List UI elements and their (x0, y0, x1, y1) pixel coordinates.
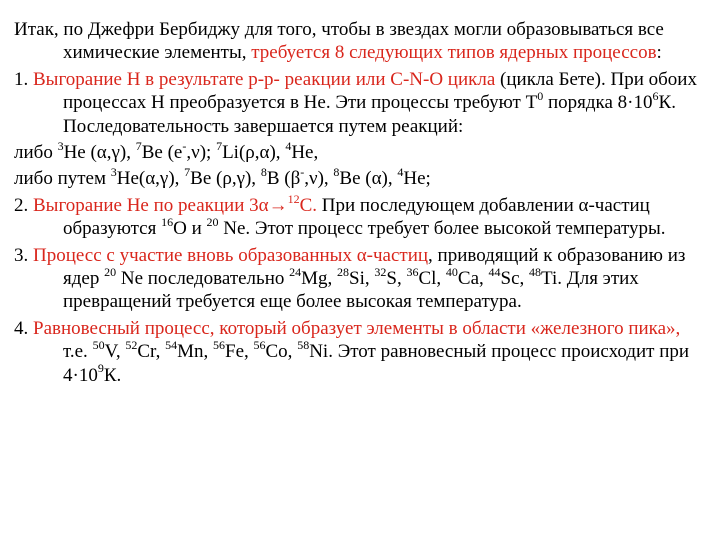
line-b-sup: 4 (397, 165, 404, 180)
line-a-text: He, (291, 142, 319, 164)
item-2-number: 2. (14, 194, 33, 216)
item-2-sup-c: 12 (287, 191, 300, 206)
item-4-sup: 58 (297, 337, 310, 352)
item-3-text: Mg, (301, 268, 338, 290)
item-3-paragraph (14, 244, 708, 314)
slide-body (14, 18, 708, 390)
intro-highlight: требуется 8 следующих типов ядерных процессов (251, 42, 657, 64)
item-3-sup: 24 (289, 264, 302, 279)
item-1-text-c: К. Последовательность завершается путем реакций: (63, 92, 676, 137)
item-2-sup-ne: 20 (206, 214, 219, 229)
item-4-sup: 50 (92, 337, 105, 352)
item-3-sup: 32 (374, 264, 387, 279)
item-3-highlight: Процесс с участие вновь образованных α-частиц (33, 244, 429, 266)
line-a-sup: 7 (135, 138, 142, 153)
item-2-highlight-a: Выгорание Не по реакции 3α→ (33, 194, 288, 216)
item-3-text-a: , приводящий к образованию из ядер (63, 244, 686, 290)
line-a-text: He (α,γ), (63, 142, 136, 164)
line-b-text: He; (403, 168, 431, 190)
line-a-sup: - (182, 138, 187, 153)
reaction-line-b (14, 167, 708, 190)
item-1-number: 1. (14, 68, 33, 90)
item-4-text-end: К. (103, 364, 122, 386)
intro-text: Итак, по Джефри Бербиджу для того, чтобы в звездах могли образовываться все химические элементы, (14, 19, 664, 64)
line-b-text: ,ν), (304, 168, 334, 190)
line-b-text: B (β (266, 168, 301, 190)
item-4-sup-exp: 9 (97, 361, 104, 376)
item-1-text-b: порядка 8·10 (543, 92, 653, 114)
item-4-text: V, (104, 341, 126, 363)
line-b-text: Be (α), (339, 168, 398, 190)
item-3-sup: 44 (488, 264, 501, 279)
item-4-sup: 56 (253, 337, 266, 352)
line-a-text: либо (14, 142, 58, 164)
intro-paragraph (14, 18, 708, 65)
intro-tail: : (656, 42, 662, 64)
line-b-sup: - (300, 165, 305, 180)
line-a-sup: 4 (285, 138, 292, 153)
line-a-text: Li(ρ,α), (222, 142, 286, 164)
item-2-paragraph (14, 191, 708, 241)
line-a-sup: 3 (57, 138, 64, 153)
item-4-paragraph (14, 317, 708, 387)
item-3-text: Ne последовательно (116, 268, 290, 290)
item-3-text: Ca, (457, 268, 489, 290)
line-b-text: Be (ρ,γ), (190, 168, 261, 190)
reaction-line-a (14, 138, 708, 164)
item-4-highlight: Равновесный процесс, который образует элементы в области «железного пика», (33, 317, 681, 339)
item-3-text: Ti. Для этих превращений требуется еще более высокая температура. (63, 268, 639, 313)
line-a-sup: 7 (216, 138, 223, 153)
item-4-number: 4. (14, 317, 33, 339)
item-2-sup-o: 16 (161, 214, 174, 229)
item-3-number: 3. (14, 244, 33, 266)
item-3-text: Si, (349, 268, 375, 290)
item-2-text-c: Ne. Этот процесс требует более высокой температуры. (218, 218, 666, 240)
item-4-sup: 54 (165, 337, 178, 352)
item-2-highlight-b: С. (299, 194, 318, 216)
item-4-text-a: т.е. (63, 341, 93, 363)
item-3-text: Sc, (500, 268, 530, 290)
item-4-sup: 56 (213, 337, 225, 352)
item-4-sup: 52 (125, 337, 138, 352)
line-b-sup: 8 (260, 165, 267, 180)
line-a-text: ,ν); (186, 142, 217, 164)
item-4-text: Mn, (177, 341, 213, 363)
item-1-highlight: Выгорание Н в результате р-р- реакции или C-N-O цикла (33, 68, 496, 90)
item-1-text-a: (цикла Бете). При обоих процессах Н преобразуется в Не. Эти процессы требуют Т (63, 68, 697, 114)
item-3-sup: 20 (104, 264, 117, 279)
item-4-text: Cr, (137, 341, 166, 363)
item-3-sup: 40 (445, 264, 458, 279)
item-4-text: Fe, (225, 341, 254, 363)
line-b-sup: 8 (333, 165, 340, 180)
item-1-paragraph (14, 68, 708, 138)
line-b-text: либо путем (14, 168, 111, 190)
item-1-sup-t0: 0 (537, 88, 544, 103)
line-b-sup: 3 (110, 165, 117, 180)
item-3-sup: 36 (406, 264, 419, 279)
line-b-text: He(α,γ), (116, 168, 185, 190)
item-3-text: Cl, (418, 268, 446, 290)
line-b-sup: 7 (184, 165, 191, 180)
item-2-text-a: При последующем добавлении α-частиц образуются (63, 194, 650, 240)
item-4-text: Ni. Этот равновесный процесс происходит при 4·10 (63, 341, 690, 386)
item-3-sup: 28 (337, 264, 350, 279)
item-3-sup: 48 (529, 264, 542, 279)
item-3-text: S, (386, 268, 407, 290)
item-1-sup-exp: 6 (652, 88, 659, 103)
line-a-text: Be (e (141, 142, 183, 164)
item-4-text: Co, (265, 341, 298, 363)
item-2-text-b: O и (173, 218, 207, 240)
